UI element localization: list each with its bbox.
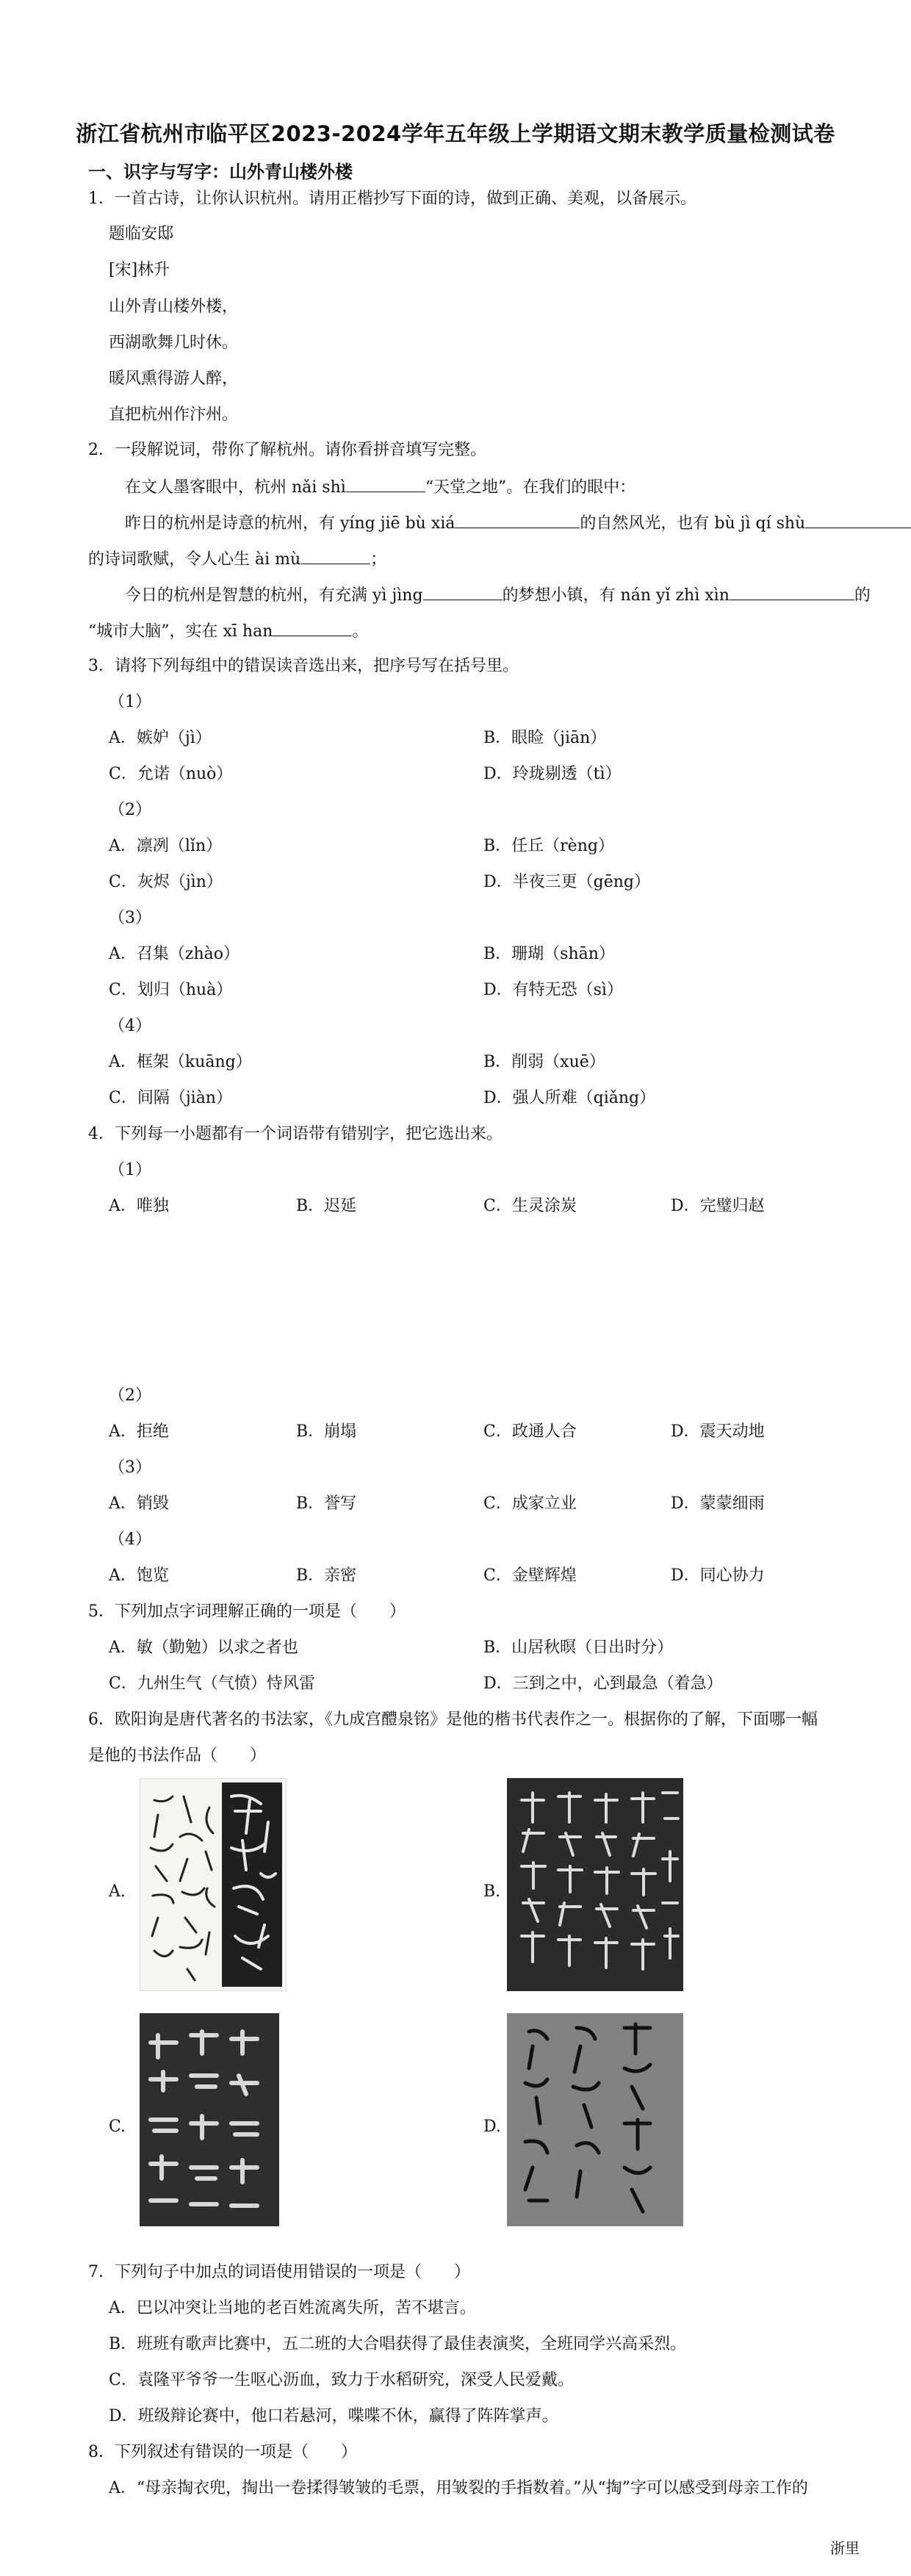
q2-line-3 [88, 547, 386, 571]
option-b[interactable]: B．珊瑚（shān） [483, 945, 615, 963]
question-2-stem: 2．一段解说词，带你了解杭州。请你看拼音填写完整。 [88, 441, 486, 459]
option-d[interactable]: D．强人所难（qiǎng） [483, 1089, 656, 1107]
poem-title: 题临安邸 [109, 225, 174, 243]
option-a[interactable]: A．销毁 [109, 1494, 169, 1513]
option-a[interactable]: A．唯独 [109, 1197, 169, 1215]
q2-text: 。 [352, 622, 369, 641]
q2-line-2 [125, 511, 911, 535]
option-b[interactable]: B．崩塌 [296, 1422, 357, 1441]
poem-line: 西湖歌舞几时休。 [109, 334, 239, 352]
option-a[interactable]: A．召集（zhào） [109, 945, 240, 963]
q2-text: 今日的杭州是智慧的杭州，有充满 yì jìng [125, 586, 423, 605]
fill-blank[interactable] [423, 583, 503, 600]
group-label: （1） [109, 1161, 151, 1179]
option-a[interactable]: A．凛冽（lǐn） [109, 837, 223, 855]
option-d[interactable]: D．有特无恐（sì） [483, 981, 623, 999]
option-a[interactable]: A．敏（勤勉）以求之者也 [109, 1638, 298, 1657]
option-d[interactable]: D．蒙蒙细雨 [671, 1494, 765, 1513]
option-c[interactable]: C．袁隆平爷爷一生呕心沥血，致力于水稻研究，深受人民爱戴。 [109, 2371, 574, 2389]
q2-line-4 [125, 583, 871, 607]
q2-text: 的诗词歌赋，令人心生 ài mù [88, 550, 301, 569]
option-c[interactable]: C．九州生气（气愤）恃风雷 [109, 1674, 315, 1693]
option-a[interactable]: A．“母亲掏衣兜，掏出一卷揉得皱皱的毛票，用皱裂的手指数着。”从“掏”字可以感受到母亲工作的 [109, 2479, 808, 2497]
option-b[interactable]: B．眼睑（jiān） [483, 729, 607, 747]
calligraphy-image-c[interactable] [140, 2013, 279, 2226]
option-b[interactable]: B．迟延 [296, 1197, 357, 1215]
section-heading: 一、识字与写字：山外青山楼外楼 [88, 162, 353, 182]
option-b[interactable]: B．誉写 [296, 1494, 357, 1513]
option-b[interactable]: B．亲密 [296, 1566, 357, 1585]
q2-text: “天堂之地”。在我们的眼中： [425, 478, 636, 497]
option-c[interactable]: C．划归（huà） [109, 981, 233, 999]
fill-blank[interactable] [730, 583, 854, 600]
question-6-stem-cont: 是他的书法作品（ ） [88, 1746, 267, 1765]
group-label: （1） [109, 693, 151, 711]
q2-text: 的自然风光，也有 bù jì qí shù [580, 514, 806, 533]
q2-text: 的 [854, 586, 871, 605]
fill-blank[interactable] [300, 547, 370, 564]
q2-text: 的梦想小镇，有 nán yǐ zhì xìn [502, 586, 730, 605]
q2-text: ； [370, 550, 387, 569]
q2-line-1 [125, 475, 635, 499]
poem-line: 暖风熏得游人醉， [109, 370, 239, 388]
question-4-stem: 4．下列每一小题都有一个词语带有错别字，把它选出来。 [88, 1125, 503, 1143]
option-d[interactable]: D．玲珑剔透（tì） [483, 765, 622, 783]
option-b[interactable]: B．任丘（rèng） [483, 837, 614, 855]
calligraphy-image-a[interactable] [140, 1778, 287, 1991]
option-d-label[interactable]: D. [483, 2118, 501, 2136]
page-footer: 浙里 [830, 2539, 860, 2557]
calligraphy-image-d[interactable] [507, 2013, 683, 2226]
fill-blank[interactable] [455, 511, 580, 528]
option-a[interactable]: A．拒绝 [109, 1422, 169, 1441]
option-b[interactable]: B．山居秋暝（日出时分） [483, 1638, 674, 1657]
group-label: （4） [109, 1530, 151, 1549]
poem-line: 山外青山楼外楼， [109, 298, 239, 316]
option-b[interactable]: B．班班有歌声比赛中，五二班的大合唱获得了最佳表演奖，全班同学兴高采烈。 [109, 2335, 687, 2353]
option-b[interactable]: B．削弱（xuē） [483, 1053, 605, 1071]
option-d[interactable]: D．同心协力 [671, 1566, 765, 1585]
q2-text: 昨日的杭州是诗意的杭州，有 yíng jiē bù xiá [125, 514, 455, 533]
group-label: （3） [109, 909, 151, 927]
option-a[interactable]: A．嫉妒（jì） [109, 729, 212, 747]
question-8-stem: 8．下列叙述有错误的一项是（ ） [88, 2443, 357, 2461]
q2-text: “城市大脑”，实在 xī han [88, 622, 273, 641]
question-7-stem: 7．下列句子中加点的词语使用错误的一项是（ ） [88, 2263, 470, 2281]
group-label: （3） [109, 1458, 151, 1477]
fill-blank[interactable] [805, 511, 911, 528]
fill-blank[interactable] [346, 475, 425, 492]
q2-line-5 [88, 619, 368, 643]
question-6-stem: 6．欧阳询是唐代著名的书法家，《九成宫醴泉铭》是他的楷书代表作之一。根据你的了解，下面哪一幅 [88, 1710, 818, 1729]
option-c[interactable]: C．生灵涂炭 [483, 1197, 577, 1215]
option-a[interactable]: A．饱览 [109, 1566, 169, 1585]
option-d[interactable]: D．三到之中，心到最急（着急） [483, 1674, 723, 1693]
option-d[interactable]: D．班级辩论赛中，他口若悬河，喋喋不休，赢得了阵阵掌声。 [109, 2407, 558, 2425]
group-label: （4） [109, 1017, 151, 1035]
question-3-stem: 3．请将下列每组中的错误读音选出来，把序号写在括号里。 [88, 657, 519, 675]
option-d[interactable]: D．完璧归赵 [671, 1197, 765, 1215]
option-c[interactable]: C．金壁辉煌 [483, 1566, 577, 1585]
option-c-label[interactable]: C. [109, 2118, 126, 2136]
option-a[interactable]: A．巴以冲突让当地的老百姓流离失所，苦不堪言。 [109, 2299, 476, 2317]
fill-blank[interactable] [273, 619, 352, 636]
option-d[interactable]: D．半夜三更（gēng） [483, 873, 650, 891]
option-c[interactable]: C．政通人合 [483, 1422, 577, 1441]
question-1-stem: 1．一首古诗，让你认识杭州。请用正楷抄写下面的诗，做到正确、美观，以备展示。 [88, 190, 696, 208]
question-5-stem: 5．下列加点字词理解正确的一项是（ ） [88, 1602, 406, 1621]
option-c[interactable]: C．允诺（nuò） [109, 765, 233, 783]
option-c[interactable]: C．间隔（jiàn） [109, 1089, 232, 1107]
option-a-label[interactable]: A. [109, 1882, 126, 1901]
poem-author: [宋]林升 [109, 261, 170, 279]
poem-line: 直把杭州作汴州。 [109, 406, 239, 424]
group-label: （2） [109, 801, 151, 819]
option-c[interactable]: C．成家立业 [483, 1494, 577, 1513]
exam-title: 浙江省杭州市临平区2023-2024学年五年级上学期语文期末教学质量检测试卷 [76, 121, 835, 146]
option-c[interactable]: C．灰烬（jìn） [109, 873, 223, 891]
calligraphy-image-b[interactable] [507, 1778, 683, 1991]
option-a[interactable]: A．框架（kuāng） [109, 1053, 252, 1071]
group-label: （2） [109, 1386, 151, 1405]
q2-text: 在文人墨客眼中，杭州 nǎi shì [125, 478, 346, 497]
option-b-label[interactable]: B. [483, 1882, 501, 1901]
option-d[interactable]: D．震天动地 [671, 1422, 765, 1441]
